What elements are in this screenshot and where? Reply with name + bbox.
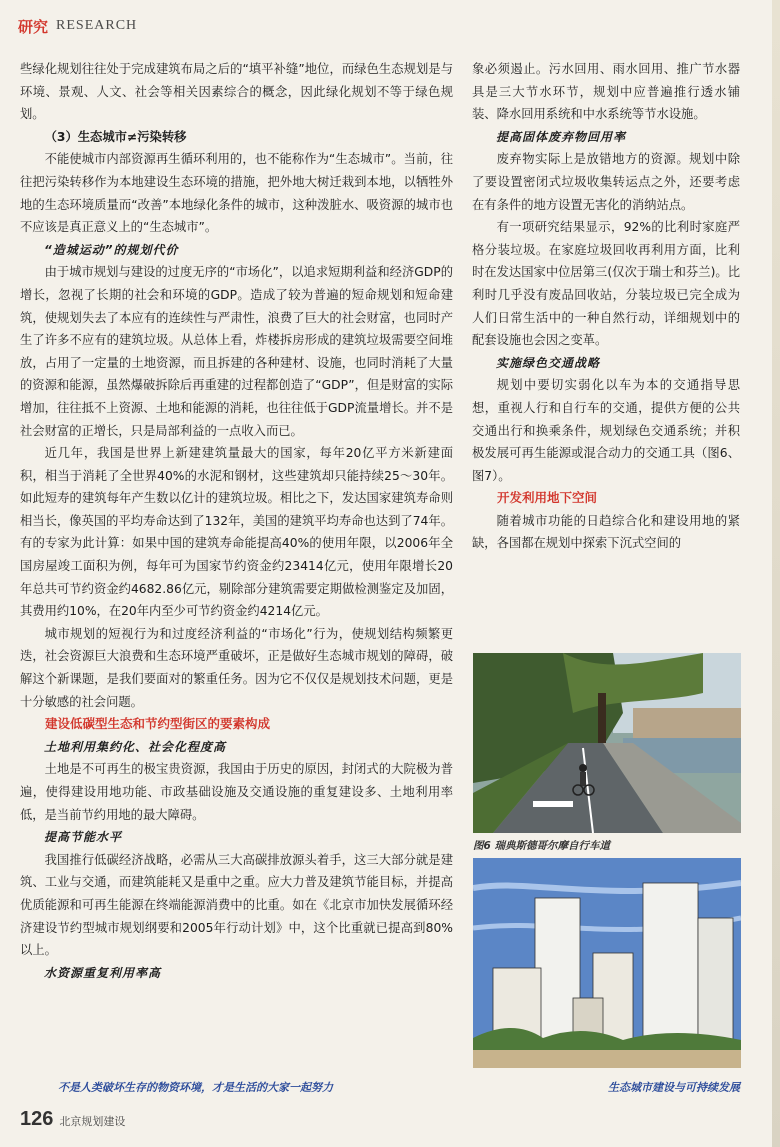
paragraph: 不能使城市内部资源再生循环利用的，也不能称作为“生态城市”。当前，往往把污染转移作为本地建设生态环境的措施，把外地大树迁栽到本地，以牺牲外地的生态环境质量而“改善”本地绿化条件的城市，这种泼脏水、吸资源的城市也不应该是真正意义上的“生态城市”。 — [20, 152, 453, 235]
figure-7-building-illustration — [473, 858, 741, 1068]
main-heading: 开发利用地下空间 — [497, 490, 598, 506]
banner-left-text: 不是人类破坏生存的物资环境，才是生活的大家一起努力 — [58, 1081, 333, 1094]
section-label-cn: 研究 — [18, 17, 49, 36]
paragraph: 废弃物实际上是放错地方的资源。规划中除了要设置密闭式垃圾收集转运点之外，还要考虑在有条件的地方设置无害化的消纳站点。 — [472, 152, 740, 212]
paragraph: 我国推行低碳经济战略，必需从三大高碳排放源头着手，这三大部分就是建筑、工业与交通，而建筑能耗又是重中之重。应大力普及建筑节能目标，并提高优质能源和可再生能源在终端能源消费中的比重。如在《北京市加快发展循环经济建设节约型城市规划纲要和2005年行动计划》中，这个比重就已提高到80%以上。 — [20, 852, 453, 958]
left-column — [20, 58, 453, 984]
page-header — [18, 14, 137, 38]
magazine-name: 北京规划建设 — [59, 1115, 126, 1128]
figure-6-caption: 图6 瑞典斯德哥尔摩自行车道 — [473, 840, 610, 852]
sub-heading: （3）生态城市≠污染转移 — [44, 129, 187, 144]
page-number: 126 — [20, 1108, 54, 1130]
paragraph: 象必须遏止。污水回用、雨水回用、推广节水器具是三大节水环节，规划中应普遍推行透水铺装、降水回用系统和中水系统等节水设施。 — [472, 62, 740, 122]
section-heading: 土地利用集约化、社会化程度高 — [44, 739, 227, 754]
paragraph: 城市规划的短视行为和过度经济利益的“市场化”行为，使规划结构频繁更迭，社会资源巨大浪费和生态环境严重破坏，正是做好生态城市规划的障碍，破解这个新课题，是我们要面对的繁重任务。因为它不仅仅是规划技术问题，更是十分敏感的社会问题。 — [20, 626, 453, 709]
paragraph: 由于城市规划与建设的过度无序的“市场化”，以追求短期利益和经济GDP的增长，忽视了长期的社会和环境的GDP。造成了较为普遍的短命规划和短命建筑，使规划失去了本应有的连续性与严肃性，浪费了巨大的社会财富，也同时产生了许多不应有的建筑垃圾。从总体上看，炸楼拆房形成的建筑垃圾需要空间堆放，占用了一定量的土地资源，而且拆建的各种建材、设施，也同时消耗了大量的资源和能源，虽然爆破拆除后再重建的过程都创造了“GDP”，但是财富的实际增加，往往抵不上资源、土地和能源的消耗，也往往低于GDP流量增长。并不是社会财富的正增长，只是局部利益的一点收入而已。 — [20, 265, 453, 438]
main-heading: 建设低碳型生态和节约型街区的要素构成 — [45, 716, 271, 732]
right-column — [472, 58, 740, 555]
section-label-en: RESEARCH — [56, 18, 138, 33]
section-heading: 水资源重复利用率高 — [44, 965, 162, 980]
paragraph: 有一项研究结果显示，92%的比利时家庭严格分装垃圾。在家庭垃圾回收再利用方面，比利时在发达国家中位居第三(仅次于瑞士和芬兰)。比利时几乎没有废品回收站，分装垃圾已完全成为人们日常生活中的一种自然行动，详细规划中的配套设施也会因之变革。 — [472, 220, 740, 348]
banner-right-text: 生态城市建设与可持续发展 — [608, 1081, 740, 1094]
paragraph: 些绿化规划往往处于完成建筑布局之后的“填平补缝”地位，而绿色生态规划是与环境、景观、人文、社会等相关因素综合的概念，因此绿化规划不等于绿色规划。 — [20, 62, 453, 122]
bottom-banner — [58, 1078, 740, 1096]
section-heading: 实施绿色交通战略 — [496, 355, 601, 370]
figure-6-bike-lane-photo — [473, 653, 741, 833]
paragraph: 土地是不可再生的极宝贵资源，我国由于历史的原因，封闭式的大院极为普遍，使得建设用地功能、市政基础设施及交通设施的重复建设多、土地利用率低，是当前节约用地的最大障碍。 — [20, 762, 453, 822]
section-heading: “造城运动”的规划代价 — [44, 242, 179, 257]
paragraph: 随着城市功能的日趋综合化和建设用地的紧缺，各国都在规划中探索下沉式空间的 — [472, 513, 740, 551]
page-edge-decoration — [772, 0, 780, 1147]
section-heading: 提高节能水平 — [44, 830, 123, 845]
paragraph: 规划中要切实弱化以车为本的交通指导思想，重视人行和自行车的交通，提供方便的公共交通出行和换乘条件，规划绿色交通系统；并积极发展可再生能源或混合动力的交通工具（图6、图7）。 — [472, 378, 740, 483]
section-heading: 提高固体废弃物回用率 — [496, 129, 627, 144]
paragraph: 近几年，我国是世界上新建建筑量最大的国家，每年20亿平方米新建面积，相当于消耗了全世界40%的水泥和钢材，这些建筑却只能持续25～30年。如此短寿的建筑每年产生数以亿计的建筑垃圾。相比之下，发达国家建筑寿命则相当长，像英国的平均寿命达到了132年，美国的建筑平均寿命也达到了74年。有的专家为此计算：如果中国的建筑寿命能提高40%的使用年限，以2006年全国房屋竣工面积为例，每年可为国家节约资金约23414亿元，使用年限增长20年总共可节约资金约4682.86亿元，剔除部分建筑需要定期做检测鉴定及加固，其费用约10%，在20年内至少可节约资金约4214亿元。 — [20, 446, 453, 619]
page-footer — [20, 1108, 125, 1131]
